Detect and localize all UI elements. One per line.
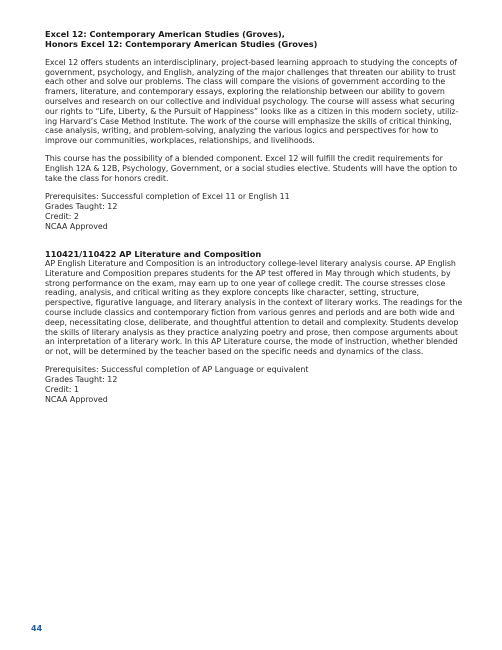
course-grades-taught: Grades Taught: 12	[45, 202, 118, 212]
course-excel-12	[45, 29, 465, 232]
course-ncaa-status: NCAA Approved	[45, 221, 108, 231]
course-ap-literature	[45, 249, 465, 405]
course-credit: Credit: 2	[45, 211, 79, 221]
course-credit: Credit: 1	[45, 385, 79, 395]
page-number: 44	[31, 624, 43, 633]
course-description: AP English Literature and Composition is an introductory college-level literary analysis course. AP English Literature and Composition prepares students for the AP test offered in May through which students, by strong performance on the exam, may earn up to one year of college credit. The course stresses close reading, analysis, and critical writing as they explore concepts like character, setting, structure, perspective, figurative language, and literary analysis in the context of literary works. The readings for the course include classics and contemporary fiction from various genres and periods and are both wide and deep, necessitating close, deliberate, and thoughtful attention to detail and complexity. Students develop the skills of literary analysis as they practice analyzing poetry and prose, then compose arguments about an interpretation of a literary work. In this AP Literature course, the mode of instruction, whether blended or not, will be determined by the teacher based on the specific needs and dynamics of the class.	[45, 258, 463, 357]
course-prerequisites: Prerequisites: Successful completion of Excel 11 or English 11	[45, 192, 290, 202]
course-title-line-2: Honors Excel 12: Contemporary American Studies (Groves)	[45, 39, 318, 50]
page-content	[45, 29, 465, 405]
course-grades-taught: Grades Taught: 12	[45, 375, 118, 385]
course-description: Excel 12 offers students an interdisciplinary, project-based learning approach to studying the concepts of government, psychology, and English, analyzing of the major challenges that threaten our ability to trust each other and solve our problems. The class will compare the visions of government according to the framers, literature, and contemporary essays, exploring the relationship between our ability to govern ourselves and research on our collective and individual psychology. The course will assess what securing our rights to “Life, Liberty, & the Pursuit of Happiness” looks like as a citizen in this modern society, utiliz-ing Harvard’s Case Method Institute. The work of the course will emphasize the skills of critical thinking, case analysis, writing, and problem-solving, analyzing the various logics and perspectives for how to improve our communities, workplaces, relationships, and livelihoods.	[45, 57, 459, 146]
course-title: 110421/110422 AP Literature and Composition	[45, 248, 262, 259]
course-ncaa-status: NCAA Approved	[45, 394, 108, 404]
course-blended-note: This course has the possibility of a blended component. Excel 12 will fulfill the credit requirements for English 12A & 12B, Psychology, Government, or a social studies elective. Students will have the option to take the class for honors credit.	[45, 154, 458, 184]
course-title-line-1: Excel 12: Contemporary American Studies (Groves),	[45, 29, 285, 39]
course-prerequisites: Prerequisites: Successful completion of AP Language or equivalent	[45, 365, 309, 375]
